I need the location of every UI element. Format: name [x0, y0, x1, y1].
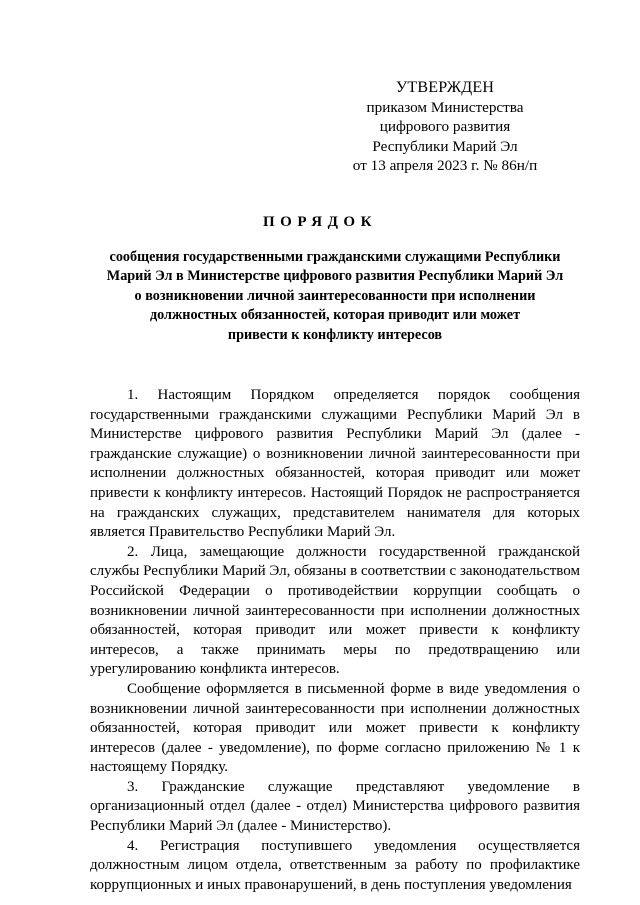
- subtitle-line: сообщения государственными гражданскими служащими Республики: [109, 249, 561, 265]
- document-title: ПОРЯДОК: [263, 214, 377, 230]
- approval-heading: УТВЕРЖДЕН: [395, 79, 495, 96]
- document-subtitle: [80, 248, 590, 345]
- approval-stamp: [350, 78, 540, 176]
- approval-line: от 13 апреля 2023 г. № 86н/п: [352, 157, 538, 174]
- paragraph-2-note: Сообщение оформляется в письменной форме в виде уведомления о возникновении личной заинтересованности при исполнении должностных обязанностей, которая приводит или может привести к конфликту интересов (далее - уведомление), по форме согласно приложению № 1 к настоящему Порядку.: [90, 680, 580, 776]
- paragraph-1: 1. Настоящим Порядком определяется порядок сообщения государственными гражданскими служащими Республики Марий Эл в Министерстве цифрового развития Республики Марий Эл (далее - гражданские служащие) о возникновении личной заинтересованности при исполнении должностных обязанностей, которая приводит или может привести к конфликту интересов. Настоящий Порядок не распространяется на гражданских служащих, представителем нанимателя для которых является Правительство Республики Марий Эл.: [90, 387, 580, 541]
- subtitle-line: должностных обязанностей, которая приводит или может: [149, 307, 521, 324]
- approval-line: цифрового развития: [379, 118, 511, 135]
- approval-line: приказом Министерства: [366, 98, 524, 116]
- approval-line: Республики Марий Эл: [372, 137, 518, 155]
- paragraph-3: 3. Гражданские служащие представляют уведомление в организационный отдел (далее - отдел) Министерства цифрового развития Республики Марий Эл (далее - Министерство).: [90, 778, 580, 835]
- subtitle-line: привести к конфликту интересов: [227, 326, 443, 343]
- paragraph-4: 4. Регистрация поступившего уведомления осуществляется должностным лицом отдела, ответственным за работу по профилактике коррупционных и иных правонарушений, в день поступления уведомления: [90, 837, 580, 893]
- paragraph-2: 2. Лица, замещающие должности государственной гражданской службы Республики Марий Эл, обязаны в соответствии с законодательством Российской Федерации о противодействии коррупции сообщать о возникновении личной заинтересованности при исполнении должностных обязанностей, которая приводит или может привести к конфликту интересов, а также принимать меры по предотвращению или урегулированию конфликта интересов.: [90, 543, 580, 678]
- subtitle-line: Марий Эл в Министерстве цифрового развития Республики Марий Эл: [106, 268, 564, 285]
- subtitle-line: о возникновении личной заинтересованности при исполнении: [134, 287, 536, 304]
- document-body: [90, 386, 580, 895]
